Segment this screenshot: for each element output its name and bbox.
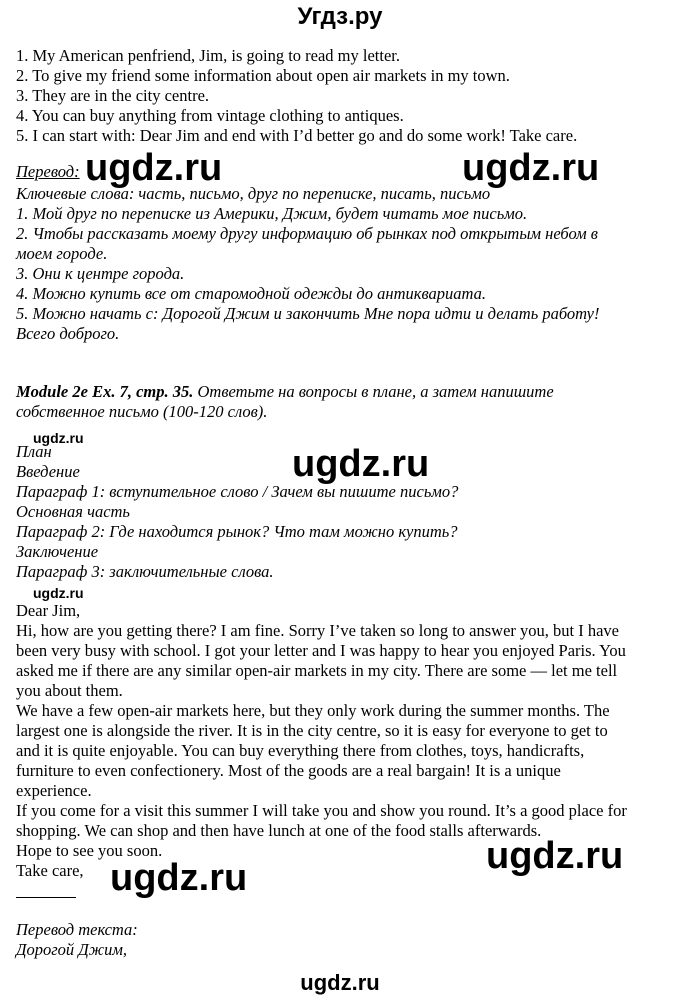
letter-line: We have a few open-air markets here, but they only work during the summer months. The [16,701,610,720]
answer-line-2: 2. To give my friend some information about open air markets in my town. [16,66,510,85]
answer-line-5: 5. I can start with: Dear Jim and end with I’d better go and do some work! Take care. [16,126,578,145]
task-reference: Module 2e Ex. 7, стр. 35. [16,382,194,401]
letter-line: largest one is alongside the river. It is in the city centre, so it is easy for everyone to get to [16,721,608,740]
translation-line: 5. Можно начать с: Дорогой Джим и закончить Мне пора идти и делать работу! [16,304,600,323]
watermark-small: ugdz.ru [33,585,84,601]
site-header: Угдз.ру [297,3,383,30]
letter-line: furniture to even confectionery. Most of the goods are a real bargain! It is a unique [16,761,561,780]
task-text: Ответьте на вопросы в плане, а затем напишите [193,382,554,401]
plan-line: Параграф 2: Где находится рынок? Что там можно купить? [16,522,458,541]
letter-line: Hi, how are you getting there? I am fine. Sorry I’ve taken so long to answer you, but I have [16,621,619,640]
footer-watermark: ugdz.ru [300,970,380,995]
text-translation-heading: Перевод текста: [16,920,138,939]
watermark: ugdz.ru [486,835,624,877]
plan-line: Введение [16,462,80,481]
letter-line: Take care, [16,861,84,880]
answer-line-1: 1. My American penfriend, Jim, is going to read my letter. [16,46,401,65]
letter-line: been very busy with school. I got your letter and I was happy to hear you enjoyed Paris. You [16,641,626,660]
translation-heading: Перевод: [16,162,80,181]
plan-line: Параграф 3: заключительные слова. [16,562,274,581]
translation-line: Ключевые слова: часть, письмо, друг по переписке, писать, письмо [16,184,491,203]
plan-line: План [16,442,52,461]
plan-line: Заключение [16,542,99,561]
answer-line-3: 3. They are in the city centre. [16,86,210,105]
translation-line: 2. Чтобы рассказать моему другу информацию об рынках под открытым небом в [16,224,598,243]
text-translation-greeting: Дорогой Джим, [16,940,128,959]
translation-line: 3. Они к центре города. [16,264,185,283]
letter-line: Dear Jim, [16,601,81,620]
letter-line: shopping. We can shop and then have lunch at one of the food stalls afterwards. [16,821,542,840]
task-line-1 [16,382,554,402]
watermark-small: ugdz.ru [33,430,84,446]
letter-line: If you come for a visit this summer I will take you and show you round. It’s a good place for [16,801,627,820]
translation-line: моем городе. [16,244,108,263]
letter-line: asked me if there are any similar open-air markets in my city. There are some — let me tell [16,661,618,680]
plan-line: Параграф 1: вступительное слово / Зачем вы пишите письмо? [16,482,459,501]
translation-line: Всего доброго. [16,324,120,343]
translation-line: 1. Мой друг по переписке из Америки, Джим, будет читать мое письмо. [16,204,528,223]
letter-line: and it is quite enjoyable. You can buy everything there from clothes, toys, handicrafts, [16,741,585,760]
letter-line: Hope to see you soon. [16,841,163,860]
watermark: ugdz.ru [292,443,430,485]
letter-line: you about them. [16,681,123,700]
answer-line-4: 4. You can buy anything from vintage clothing to antiques. [16,106,404,125]
watermark: ugdz.ru [462,147,600,189]
letter-line: experience. [16,781,92,800]
translation-line: 4. Можно купить все от старомодной одежды до антиквариата. [16,284,486,303]
task-line-2: собственное письмо (100-120 слов). [16,402,268,421]
watermark: ugdz.ru [110,857,248,899]
plan-line: Основная часть [16,502,130,521]
signature-divider [16,897,76,898]
watermark: ugdz.ru [85,147,223,189]
